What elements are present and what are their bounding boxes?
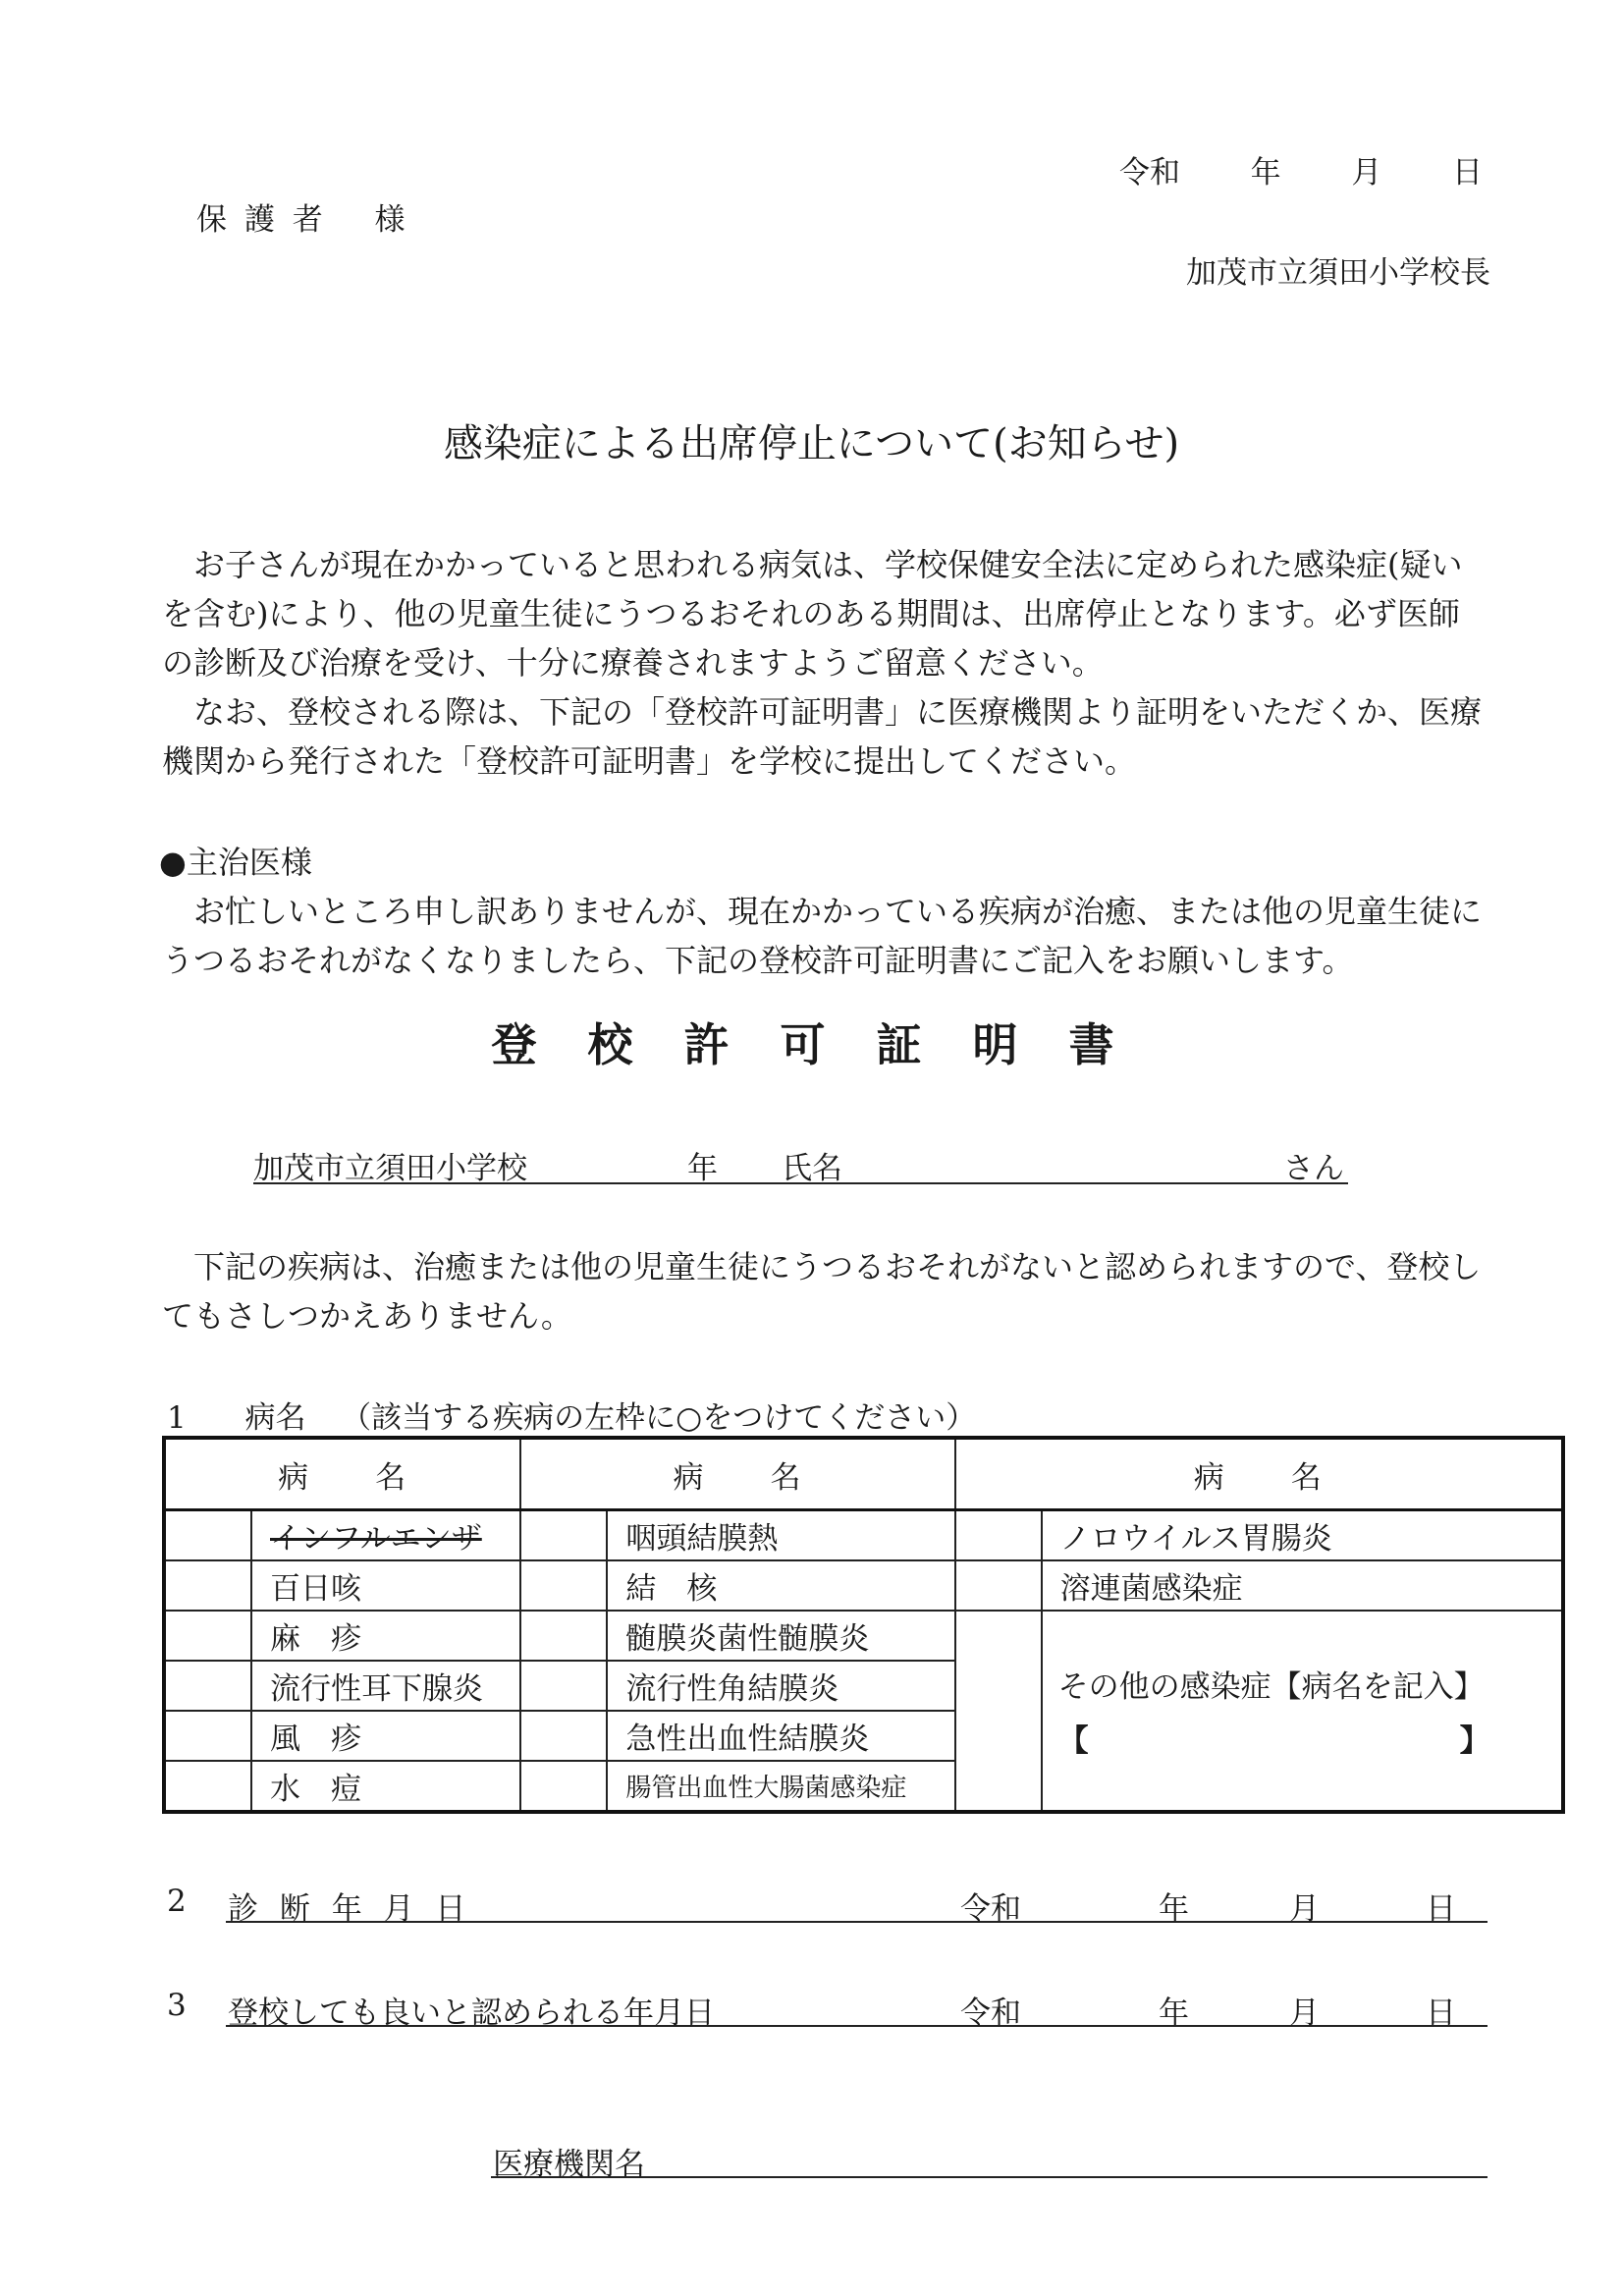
disease-cell: 百日咳: [251, 1560, 520, 1611]
disease-cell: 麻 疹: [251, 1611, 520, 1661]
checkbox-cell-other[interactable]: [955, 1611, 1042, 1812]
bracket-open: 【: [1057, 1723, 1089, 1759]
doctor-paragraph: お忙しいところ申し訳ありませんが、現在かかっている疾病が治癒、または他の児童生徒にうつるおそれがなくなりましたら、下記の登校許可証明書にご記入をお願いします。: [162, 893, 1483, 979]
checkbox-cell[interactable]: [520, 1761, 607, 1812]
section3-era: 令和: [960, 1995, 1021, 2031]
honorific: さん: [1283, 1151, 1344, 1186]
section2-label: 診 断 年 月 日: [228, 1891, 472, 1927]
section1-label: 病名: [244, 1400, 306, 1436]
section2-year: 年: [1159, 1891, 1189, 1927]
grade-label[interactable]: 年: [687, 1151, 718, 1186]
checkbox-cell[interactable]: [164, 1761, 251, 1812]
disease-cell: 腸管出血性大腸菌感染症: [607, 1761, 954, 1812]
table-row: [164, 1611, 1563, 1661]
recipient: 保 護 者 様: [196, 202, 409, 238]
section3-label: 登校しても良いと認められる年月日: [228, 1995, 715, 2031]
section1-note: （該当する疾病の左枠に○をつけてください）: [341, 1400, 977, 1436]
date-day: 日: [1451, 155, 1483, 191]
disease-table-header: [164, 1438, 1563, 1510]
checkbox-cell[interactable]: [520, 1560, 607, 1611]
doctor-section: [159, 838, 1483, 985]
checkbox-cell[interactable]: [164, 1661, 251, 1711]
doctor-heading: ●主治医様: [159, 844, 312, 881]
page-title: 感染症による出席停止について(お知らせ): [443, 421, 1180, 466]
checkbox-cell[interactable]: [520, 1510, 607, 1561]
checkbox-cell[interactable]: [164, 1611, 251, 1661]
header-date: [1119, 147, 1483, 191]
certificate-statement: 下記の疾病は、治癒または他の児童生徒にうつるおそれがないと認められますので、登校してもさしつかえありません。: [162, 1248, 1482, 1335]
institution-label: 医療機関名: [493, 2147, 645, 2182]
column-header-2: 病 名: [520, 1438, 954, 1510]
column-header-1: 病 名: [164, 1438, 520, 1510]
table-row: [164, 1560, 1563, 1611]
intro-paragraph-1: お子さんが現在かかっていると思われる病気は、学校保健安全法に定められた感染症(疑いを含む)により、他の児童生徒にうつるおそれのある期間は、出席停止となります。必ず医師の診断及び治療を受け、十分に療養されますようご留意ください。: [162, 546, 1463, 682]
intro-section: [162, 540, 1483, 786]
disease-cell: 急性出血性結膜炎: [607, 1711, 954, 1761]
checkbox-cell[interactable]: [164, 1560, 251, 1611]
date-era: 令和: [1119, 155, 1180, 191]
other-disease-cell[interactable]: [1042, 1611, 1563, 1812]
disease-name: インフルエンザ: [270, 1521, 482, 1557]
disease-cell: [251, 1510, 520, 1561]
section2-era: 令和: [960, 1891, 1021, 1927]
disease-cell: 風 疹: [251, 1711, 520, 1761]
intro-paragraph-2: なお、登校される際は、下記の「登校許可証明書」に医療機関より証明をいただくか、医療機関から発行された「登校許可証明書」を学校に提出してください。: [162, 693, 1483, 780]
checkbox-cell[interactable]: [520, 1711, 607, 1761]
other-disease-label: その他の感染症【病名を記入】: [1057, 1669, 1485, 1705]
section3-month: 月: [1289, 1995, 1320, 2031]
disease-cell: 結 核: [607, 1560, 954, 1611]
section2-day: 日: [1426, 1891, 1456, 1927]
checkbox-cell[interactable]: [520, 1661, 607, 1711]
certificate-title: 登 校 許 可 証 明 書: [491, 1018, 1132, 1071]
name-label[interactable]: 氏名: [782, 1151, 842, 1186]
section3-day: 日: [1426, 1995, 1456, 2031]
sender: 加茂市立須田小学校長: [1186, 255, 1490, 291]
disease-cell: ノロウイルス胃腸炎: [1042, 1510, 1563, 1561]
checkbox-cell[interactable]: [164, 1711, 251, 1761]
disease-cell: 髄膜炎菌性髄膜炎: [607, 1611, 954, 1661]
section1-number: 1: [167, 1400, 187, 1436]
disease-cell: 流行性角結膜炎: [607, 1661, 954, 1711]
checkbox-cell[interactable]: [955, 1510, 1042, 1561]
section2-month: 月: [1289, 1891, 1320, 1927]
disease-cell: 水 痘: [251, 1761, 520, 1812]
date-month: 月: [1351, 155, 1382, 191]
other-disease-field[interactable]: [1058, 1716, 1490, 1760]
disease-cell: 流行性耳下腺炎: [251, 1661, 520, 1711]
checkbox-cell[interactable]: [164, 1510, 251, 1561]
column-header-3: 病 名: [955, 1438, 1563, 1510]
checkbox-cell[interactable]: [955, 1560, 1042, 1611]
section3-year: 年: [1159, 1995, 1189, 2031]
bracket-close: 】: [1459, 1723, 1490, 1759]
section2-number: 2: [167, 1884, 187, 1919]
school-name: 加茂市立須田小学校: [253, 1151, 527, 1186]
table-row: [164, 1510, 1563, 1561]
disease-cell: 咽頭結膜熱: [607, 1510, 954, 1561]
section3-number: 3: [167, 1988, 187, 2023]
disease-table: [162, 1436, 1565, 1814]
section1-heading: [167, 1393, 976, 1437]
date-year: 年: [1250, 155, 1281, 191]
disease-cell: 溶連菌感染症: [1042, 1560, 1563, 1611]
checkbox-cell[interactable]: [520, 1611, 607, 1661]
